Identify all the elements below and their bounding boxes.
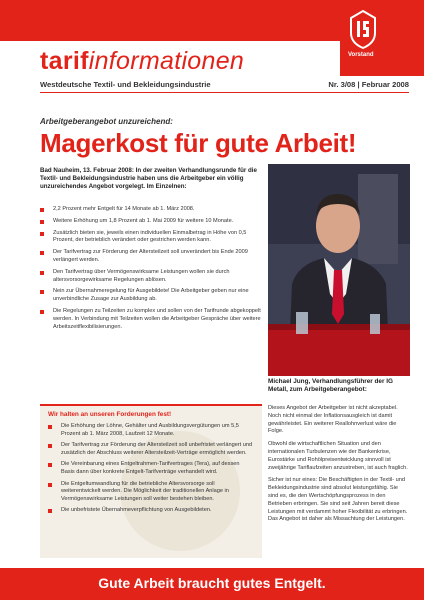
list-item xyxy=(48,461,254,476)
list-item xyxy=(48,481,254,504)
footer-slogan: Gute Arbeit braucht gutes Entgelt. xyxy=(98,575,326,591)
bullet-square-icon xyxy=(48,509,52,513)
right-column-text xyxy=(268,405,408,529)
bullet-square-icon xyxy=(40,271,44,275)
paragraph: Sicher ist nur eines: Die Beschäftigten in der Textil- und Bekleidungsindustrie sind absolut leistungsfähig. Sie sind es, die den Wertschöpfungsprozess in den Betrieben erbringen. Sie sind seit Jahren bereit diese Leistungen mit verdammt hoher Flexibilität zu erbringen. Das Angebot ist daher als Missachtung der Leistungen. xyxy=(268,477,408,523)
list-item-text: Der Tarifvertrag zur Förderung der Altersteilzeit soll unverändert bis Ende 2009 verlängert werden. xyxy=(53,249,248,263)
list-item-text: Der Tarifvertrag zur Förderung der Altersteilzeit soll unbefristet verlängert und zusätzlich der Abschluss weiterer Altersteilzeit-Verträge ermöglicht werden. xyxy=(61,442,253,456)
list-item xyxy=(40,269,262,285)
issue-label: Nr. 3/08 | Februar 2008 xyxy=(328,80,409,89)
publication-title xyxy=(40,47,244,76)
demands-list xyxy=(48,423,254,519)
list-item xyxy=(48,423,254,438)
footer-banner xyxy=(0,568,424,600)
industry-label: Westdeutsche Textil- und Bekleidungsindustrie xyxy=(40,80,211,89)
header-divider xyxy=(40,92,409,93)
bullet-square-icon xyxy=(40,208,44,212)
bullet-square-icon xyxy=(40,290,44,294)
list-item xyxy=(48,442,254,457)
demands-box xyxy=(40,404,262,558)
list-item-text: Nein zur Übernahmeregelung für Ausgebildete! Die Arbeitgeber geben nur eine unverbindliche Zusage zur Ausbildung ab. xyxy=(53,288,249,303)
offer-bullet-list xyxy=(40,206,262,335)
list-item xyxy=(40,308,262,331)
bullet-square-icon xyxy=(48,463,52,467)
list-item-text: Weitere Erhöhung um 1,8 Prozent ab 1. Mai 2009 für weitere 10 Monate. xyxy=(53,217,234,224)
article-kicker: Arbeitgeberangebot unzureichend: xyxy=(40,117,173,126)
list-item xyxy=(40,230,262,246)
list-item-text: Den Tarifvertrag über Vermögenswirksame Leistungen wollen sie durch altersvorsorgewirksame Regelungen ablösen. xyxy=(53,268,230,283)
list-item xyxy=(40,288,262,304)
list-item xyxy=(48,507,254,515)
ig-metall-emblem-icon xyxy=(348,8,378,50)
demands-title: Wir halten an unseren Forderungen fest! xyxy=(48,411,172,418)
bullet-square-icon xyxy=(40,310,44,314)
photo-caption: Michael Jung, Verhandlungsführer der IG Metall, zum Arbeitgeberangebot: xyxy=(268,378,393,394)
list-item xyxy=(40,206,262,214)
bullet-square-icon xyxy=(40,251,44,255)
list-item-text: Zusätzlich bieten sie, jeweils einen individuellen Einmalbetrag in Höhe von 0,5 Prozent, der betrieblich verändert oder gestrichen werden kann. xyxy=(53,229,247,244)
article-headline: Magerkost für gute Arbeit! xyxy=(40,128,357,158)
bullet-square-icon xyxy=(40,220,44,224)
bullet-square-icon xyxy=(40,232,44,236)
negotiator-photo xyxy=(268,164,410,376)
list-item-text: Die Regelungen zu Teilzeiten zu komplex und sollen von der Tarifrunde abgekoppelt werden. In Verbindung mit Teilzeiten wollen die Arbeitgeber Gespräche über weitere Arbeitszeitflexibilisierungen. xyxy=(53,307,261,330)
list-item-text: 2,2 Prozent mehr Entgelt für 14 Monate ab 1. März 2008. xyxy=(53,206,195,212)
bullet-square-icon xyxy=(48,483,52,487)
list-item-text: Die Erhöhung der Löhne, Gehälter und Ausbildungsvergütungen um 5,5 Prozent ab 1. März 2008, Laufzeit 12 Monate. xyxy=(61,423,239,437)
list-item-text: Die Vereinbarung eines Entgeltrahmen-Tarifvertrages (Tera), auf dessen Basis dann über konkrete Entgelt-Tarifverträge verhandelt wird. xyxy=(61,461,240,475)
paragraph: Obwohl die wirtschaftlichen Situation und den internationalen Turbulenzen wie der Bankenkrise, Eurostärke und Rohölpreisentwicklung sinnvoll ist zweijährige Tariflaufzeiten anzustreben, ist auch fraglich. xyxy=(268,441,408,471)
list-item xyxy=(40,249,262,265)
list-item xyxy=(40,218,262,226)
bullet-square-icon xyxy=(48,425,52,429)
list-item-text: Die unbefristete Übernahmeverpflichtung von Ausgebildeten. xyxy=(61,507,212,514)
publication-title-part-2: informationen xyxy=(88,47,245,75)
publication-title-part-1: tarif xyxy=(40,47,89,75)
article-lead: Bad Nauheim, 13. Februar 2008: In der zweiten Verhandlungsrunde für die Textil- und Bekleidungsindustrie haben uns die Arbeitgeber ein völlig unzureichendes Angebot vorgelegt. Im Einzelnen: xyxy=(40,167,257,191)
ig-metall-logo xyxy=(340,8,424,76)
list-item-text: Die Entgeltumwandlung für die betriebliche Altersvorsorge soll weiterentwickelt werden. Die Möglichkeit der traditionellen Anlage in Vermögenswirksame Leistungen soll weiter bestehen bleiben. xyxy=(61,480,229,502)
logo-label: Vorstand xyxy=(348,52,374,58)
bullet-square-icon xyxy=(48,444,52,448)
paragraph: Dieses Angebot der Arbeitgeber ist nicht akzeptabel. Noch nicht einmal der Inflationsausgleich ist damit gewährleistet. Ein weiterer Reallohnverlust wäre die Folge. xyxy=(268,405,398,435)
